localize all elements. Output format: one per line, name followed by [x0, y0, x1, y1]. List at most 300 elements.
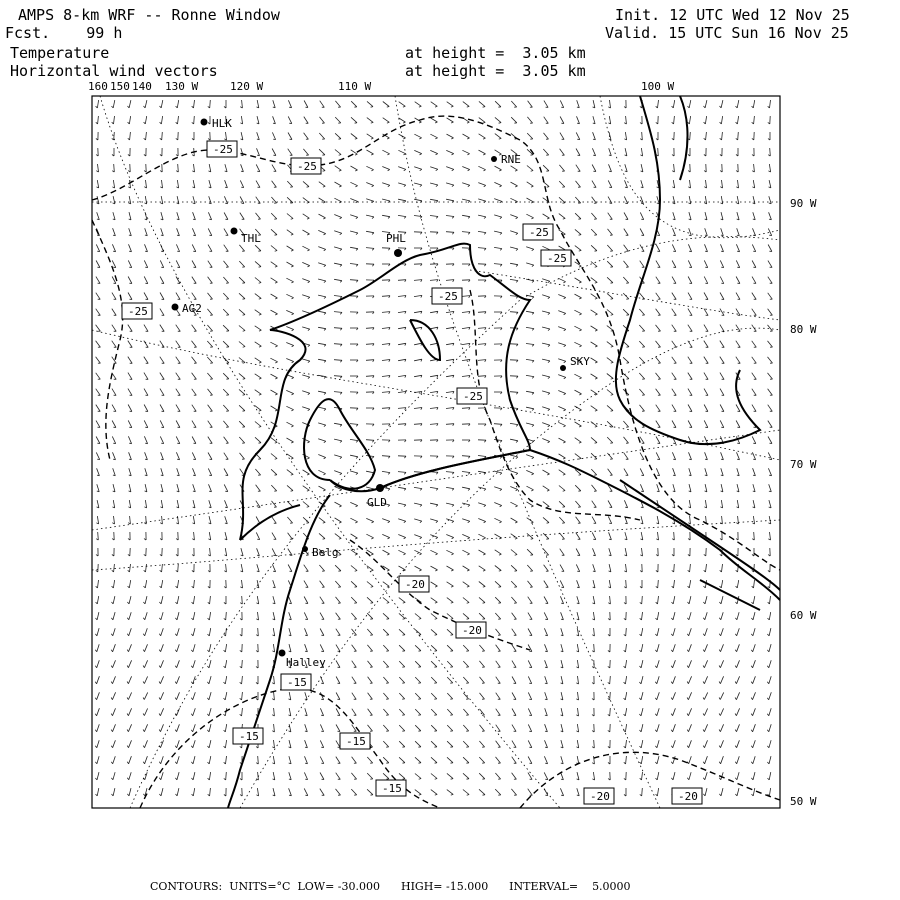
wind-vector — [399, 677, 404, 683]
wind-vector-head — [387, 154, 389, 155]
wind-vector-head — [529, 699, 532, 700]
wind-vector — [526, 423, 534, 425]
wind-vector — [255, 278, 261, 283]
wind-vector — [512, 773, 517, 779]
wind-vector — [753, 596, 755, 604]
wind-vector-head — [687, 650, 688, 652]
wind-vector — [559, 517, 564, 523]
wind-vector — [578, 708, 579, 716]
wind-vector — [289, 772, 291, 780]
wind-vector-head — [671, 730, 672, 732]
wind-vector-head — [339, 170, 341, 171]
svg-text:-25: -25 — [463, 390, 483, 403]
wind-vector — [608, 229, 613, 235]
wind-vector — [431, 693, 437, 699]
wind-vector-head — [436, 169, 438, 170]
wind-vector-head — [111, 730, 112, 732]
wind-vector-head — [719, 762, 720, 764]
wind-vector-head — [95, 698, 96, 700]
wind-vector — [193, 596, 194, 604]
wind-vector-field — [95, 100, 772, 796]
wind-vector-head — [292, 378, 294, 379]
wind-vector — [705, 772, 707, 780]
wind-vector — [543, 470, 550, 474]
wind-vector-head — [719, 746, 720, 748]
wind-vector — [558, 375, 566, 378]
wind-vector — [738, 132, 739, 140]
wind-vector — [335, 502, 342, 506]
wind-vector — [209, 756, 211, 764]
wind-vector — [577, 644, 578, 652]
wind-vector — [113, 500, 114, 508]
wind-vector — [160, 325, 164, 332]
wind-vector — [574, 310, 581, 314]
wind-vector — [510, 263, 518, 264]
wind-vector-head — [403, 779, 405, 780]
wind-vector — [430, 550, 437, 553]
wind-vector-head — [307, 458, 309, 459]
wind-vector — [302, 407, 310, 410]
wind-vector — [415, 677, 421, 683]
wind-vector — [223, 405, 228, 411]
wind-vector — [318, 455, 325, 458]
wind-vector — [641, 756, 642, 764]
wind-vector — [208, 261, 212, 268]
wind-vector — [753, 724, 756, 732]
wind-vector-head — [191, 682, 192, 684]
wind-vector — [209, 644, 211, 652]
wind-vector-head — [719, 730, 720, 732]
wind-vector — [289, 644, 291, 652]
wind-vector — [591, 213, 596, 219]
wind-vector-head — [95, 730, 96, 732]
wind-vector — [336, 597, 341, 603]
wind-vector — [447, 614, 453, 619]
wind-vector — [351, 550, 358, 555]
wind-vector — [414, 519, 422, 521]
wind-vector — [641, 692, 643, 700]
wind-vector-head — [404, 154, 406, 155]
wind-vector-head — [547, 523, 549, 524]
wind-vector — [430, 424, 438, 425]
wind-vector — [463, 582, 470, 587]
wind-vector — [303, 230, 310, 234]
wind-vector — [161, 612, 163, 620]
wind-vector — [178, 564, 179, 572]
wind-vector-head — [516, 441, 518, 443]
wind-vector-head — [564, 394, 566, 395]
wind-vector — [592, 501, 597, 508]
wind-vector-head — [420, 489, 422, 491]
wind-vector-head — [516, 425, 518, 427]
wind-vector-head — [532, 425, 534, 427]
wind-vector — [673, 740, 676, 748]
wind-vector — [768, 228, 771, 235]
wind-vector — [271, 310, 278, 314]
wind-vector — [112, 325, 116, 332]
wind-vector — [287, 501, 293, 507]
wind-vector-head — [160, 586, 162, 588]
wind-vector — [414, 295, 422, 296]
wind-vector — [144, 373, 148, 380]
wind-vector-head — [687, 666, 688, 668]
wind-vector-head — [259, 346, 261, 347]
wind-vector — [446, 183, 454, 185]
wind-vector — [657, 628, 659, 636]
wind-vector — [336, 757, 340, 764]
wind-vector — [272, 517, 277, 524]
svg-text:-15: -15 — [346, 735, 366, 748]
wind-vector — [225, 692, 227, 700]
wind-vector-head — [292, 298, 294, 299]
wind-vector — [145, 452, 148, 459]
wind-vector — [113, 580, 114, 588]
wind-vector — [689, 628, 692, 636]
wind-vector — [575, 278, 582, 282]
wind-vector-head — [388, 538, 390, 539]
wind-vector — [224, 229, 228, 236]
wind-vector — [176, 452, 179, 459]
contour-label — [376, 780, 406, 796]
wind-vector — [431, 614, 437, 619]
wind-vector-head — [419, 794, 421, 795]
wind-vector — [770, 148, 771, 156]
wind-vector — [527, 133, 533, 139]
wind-vector-head — [531, 171, 533, 172]
wind-vector-head — [639, 698, 641, 700]
wind-vector — [161, 660, 164, 667]
wind-vector — [577, 772, 579, 780]
wind-vector-head — [531, 506, 533, 507]
wind-vector-head — [243, 315, 245, 316]
wind-vector — [176, 373, 181, 380]
wind-vector — [544, 628, 547, 635]
wind-vector — [526, 327, 534, 328]
wind-vector — [478, 487, 486, 489]
wind-vector — [177, 692, 180, 699]
wind-vector — [431, 582, 438, 586]
wind-vector — [769, 708, 771, 716]
wind-vector-head — [339, 555, 342, 556]
wind-vector-head — [751, 634, 753, 636]
wind-vector — [753, 708, 756, 715]
wind-vector-head — [259, 267, 261, 268]
wind-vector — [160, 405, 164, 412]
wind-vector — [559, 181, 565, 187]
wind-vector-head — [420, 185, 422, 187]
wind-vector — [574, 374, 581, 378]
wind-vector — [575, 390, 582, 394]
wind-vector — [736, 260, 739, 267]
wind-vector-head — [751, 778, 753, 780]
wind-vector-head — [324, 409, 326, 411]
wind-vector-head — [143, 746, 144, 748]
wind-vector — [769, 724, 771, 732]
wind-vector-head — [595, 251, 597, 252]
wind-vector — [193, 628, 195, 636]
wind-vector — [398, 215, 406, 216]
wind-vector-head — [563, 282, 565, 283]
wind-vector — [705, 484, 707, 492]
wind-vector-head — [324, 345, 326, 347]
wind-vector — [592, 517, 596, 524]
wind-vector — [382, 296, 390, 297]
wind-vector — [688, 357, 692, 364]
wind-vector — [705, 756, 708, 764]
wind-vector — [162, 180, 163, 188]
wind-vector — [462, 472, 470, 473]
wind-vector — [607, 245, 612, 251]
wind-vector — [176, 389, 180, 396]
wind-vector — [192, 244, 196, 251]
wind-vector — [335, 166, 342, 171]
wind-vector — [689, 644, 692, 651]
wind-vector-head — [548, 329, 550, 331]
wind-vector — [641, 516, 643, 524]
wind-vector-head — [735, 794, 737, 796]
wind-vector — [446, 550, 453, 553]
wind-vector — [753, 756, 755, 764]
wind-vector — [226, 132, 227, 140]
wind-vector — [129, 244, 132, 251]
wind-vector — [752, 277, 756, 284]
wind-vector-head — [419, 138, 421, 139]
wind-vector — [462, 503, 470, 505]
wind-vector — [350, 199, 357, 202]
wind-vector — [334, 215, 341, 218]
wind-vector — [528, 101, 533, 107]
wind-vector — [96, 325, 101, 331]
wind-vector — [494, 503, 501, 506]
wind-vector — [366, 248, 374, 249]
wind-vector-head — [531, 218, 533, 219]
contour-label — [672, 788, 702, 804]
contour-label — [340, 733, 370, 749]
wind-vector-head — [687, 778, 689, 780]
top-axis-label: 110 W — [338, 80, 372, 93]
wind-vector — [494, 264, 502, 265]
wind-vector — [366, 344, 374, 345]
wind-vector — [193, 660, 195, 668]
wind-vector — [271, 294, 278, 298]
wind-vector-head — [259, 410, 261, 411]
wind-vector — [128, 692, 131, 699]
wind-vector-head — [159, 698, 160, 700]
wind-vector — [689, 500, 690, 508]
wind-vector — [640, 453, 644, 460]
wind-vector — [130, 180, 131, 188]
wind-vector — [527, 166, 533, 171]
wind-vector — [752, 405, 756, 412]
wind-vector — [608, 180, 612, 187]
wind-vector-head — [767, 682, 769, 684]
wind-vector-head — [564, 298, 566, 299]
wind-vector-head — [499, 571, 501, 572]
wind-vector — [210, 596, 211, 604]
wind-vector — [274, 724, 275, 732]
contour-label — [291, 158, 321, 174]
wind-vector-head — [371, 138, 373, 139]
wind-vector — [129, 452, 132, 459]
wind-vector — [305, 644, 308, 652]
wind-vector-head — [243, 363, 245, 364]
wind-vector — [705, 116, 706, 124]
wind-vector — [559, 470, 566, 475]
wind-vector — [560, 133, 564, 140]
wind-vector — [688, 309, 692, 316]
wind-vector-head — [143, 730, 144, 732]
wind-vector — [129, 468, 131, 476]
right-axis-labels — [790, 197, 817, 808]
wind-vector — [657, 756, 659, 764]
wind-vector — [446, 487, 454, 488]
wind-vector — [367, 118, 373, 123]
wind-vector-head — [703, 794, 705, 796]
wind-vector-head — [259, 378, 261, 379]
wind-vector-head — [548, 313, 550, 315]
wind-vector — [112, 244, 115, 251]
wind-vector — [303, 517, 309, 522]
wind-vector-head — [159, 730, 160, 732]
wind-vector — [737, 228, 740, 236]
wind-vector — [97, 788, 99, 796]
wind-vector — [574, 326, 581, 330]
wind-vector — [289, 692, 291, 700]
wind-vector-head — [468, 505, 470, 507]
wind-vector — [558, 311, 565, 314]
wind-vector — [272, 548, 276, 555]
wind-vector-head — [371, 795, 373, 796]
wind-vector-head — [175, 618, 177, 620]
wind-vector-head — [388, 521, 390, 522]
wind-vector-head — [563, 203, 566, 204]
wind-vector — [510, 198, 517, 201]
wind-vector-head — [515, 506, 517, 507]
wind-vector — [96, 452, 99, 459]
wind-vector-head — [735, 634, 736, 636]
top-axis-label: 160 — [88, 80, 108, 93]
wind-vector — [624, 261, 629, 267]
wind-vector — [641, 740, 643, 748]
wind-vector — [350, 264, 358, 265]
wind-vector-head — [324, 249, 326, 250]
wind-vector — [624, 500, 627, 507]
wind-vector-head — [208, 746, 210, 748]
wind-vector — [495, 117, 501, 122]
wind-vector-head — [499, 138, 501, 139]
wind-vector-head — [468, 538, 470, 539]
wind-vector — [399, 629, 405, 634]
wind-vector-head — [735, 650, 736, 652]
wind-vector-head — [308, 361, 310, 363]
wind-vector — [97, 740, 99, 748]
wind-vector — [689, 596, 691, 604]
wind-vector-head — [275, 235, 278, 236]
wind-vector — [177, 708, 180, 715]
wind-vector — [176, 436, 180, 443]
wind-vector — [129, 628, 132, 636]
wind-vector — [287, 181, 292, 187]
wind-vector-head — [532, 249, 534, 250]
wind-vector-head — [243, 331, 245, 332]
wind-vector — [752, 244, 755, 251]
wind-vector — [593, 116, 595, 124]
wind-vector-head — [687, 746, 688, 748]
wind-vector — [224, 196, 227, 203]
wind-vector — [478, 360, 486, 361]
wind-vector — [656, 245, 660, 252]
wind-vector — [382, 360, 390, 361]
wind-vector-head — [671, 666, 672, 668]
wind-vector — [737, 628, 740, 636]
wind-vector — [273, 628, 274, 636]
wind-vector — [97, 724, 100, 732]
wind-vector — [753, 100, 754, 108]
wind-vector — [273, 772, 275, 780]
wind-vector — [366, 199, 374, 201]
wind-vector — [575, 438, 582, 443]
wind-vector-head — [356, 217, 358, 219]
wind-vector — [366, 215, 374, 217]
wind-vector — [305, 708, 307, 716]
wind-vector — [446, 519, 454, 521]
wind-vector-head — [372, 217, 374, 219]
wind-vector — [287, 214, 293, 219]
wind-vector-head — [611, 362, 613, 363]
wind-vector — [318, 295, 326, 297]
wind-vector — [479, 741, 484, 747]
wind-vector — [511, 597, 516, 603]
wind-vector — [576, 564, 579, 571]
wind-vector — [97, 628, 99, 636]
wind-vector-head — [435, 619, 437, 620]
wind-vector-head — [143, 650, 144, 652]
wind-vector — [335, 117, 341, 123]
wind-vector-head — [564, 361, 566, 363]
wind-vector — [274, 740, 275, 748]
wind-vector-head — [767, 634, 769, 636]
wind-vector — [350, 231, 358, 233]
wind-vector — [688, 421, 692, 428]
wind-vector — [674, 532, 675, 540]
wind-vector — [177, 180, 178, 188]
wind-vector-head — [96, 618, 98, 620]
wind-vector — [273, 756, 274, 764]
wind-vector-head — [484, 489, 486, 491]
wind-vector-head — [499, 170, 501, 171]
wind-vector-head — [516, 265, 518, 267]
right-axis-label: 50 W — [790, 795, 817, 808]
wind-vector — [704, 420, 708, 427]
wind-vector — [674, 116, 675, 124]
wind-vector — [319, 149, 325, 155]
wind-vector — [193, 196, 195, 204]
wind-vector-head — [611, 315, 613, 316]
wind-vector-head — [404, 201, 406, 203]
wind-vector — [512, 709, 516, 716]
wind-vector-head — [516, 233, 518, 235]
wind-vector-head — [160, 122, 162, 124]
wind-vector-head — [291, 410, 293, 411]
wind-vector-head — [97, 459, 100, 460]
wind-vector — [736, 676, 739, 683]
wind-vector — [398, 391, 406, 392]
wind-vector-head — [144, 122, 146, 124]
wind-vector — [462, 343, 470, 344]
wind-vector — [512, 741, 516, 748]
wind-vector-head — [467, 138, 469, 139]
wind-vector — [656, 325, 661, 331]
